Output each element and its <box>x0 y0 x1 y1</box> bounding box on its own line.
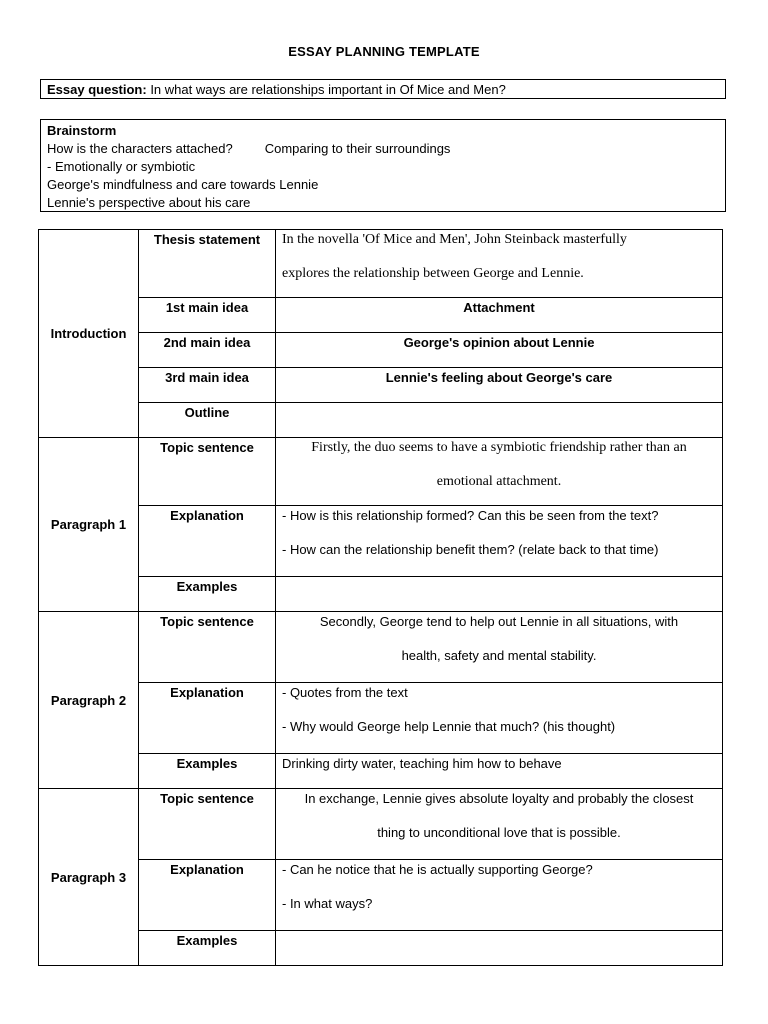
p3-expl-line-2: - In what ways? <box>282 896 373 911</box>
idea3-value <box>276 368 723 403</box>
p3-topic-label: Topic sentence <box>139 789 276 860</box>
thesis-line-1: In the novella 'Of Mice and Men', John Steinback masterfully <box>282 232 627 247</box>
brainstorm-line-4: Lennie's perspective about his care <box>47 195 251 210</box>
p1-examples-value <box>276 577 723 612</box>
p3-explanation-value <box>276 860 723 931</box>
p2-examples-label: Examples <box>139 754 276 789</box>
idea1-label: 1st main idea <box>139 298 276 333</box>
table-row <box>39 506 723 577</box>
page-title: ESSAY PLANNING TEMPLATE <box>288 44 480 59</box>
p1-expl-line-1: - How is this relationship formed? Can this be seen from the text? <box>282 508 659 523</box>
p1-topic-label: Topic sentence <box>139 438 276 506</box>
section-paragraph-2: Paragraph 2 <box>39 612 139 789</box>
idea2-label: 2nd main idea <box>139 333 276 368</box>
table-row <box>39 298 723 333</box>
table-row <box>39 612 723 683</box>
table-row <box>39 789 723 860</box>
idea3-text: Lennie's feeling about George's care <box>385 370 613 385</box>
brainstorm-line-2: - Emotionally or symbiotic <box>47 159 196 174</box>
p1-explanation-label: Explanation <box>139 506 276 577</box>
outline-label: Outline <box>139 403 276 438</box>
table-row <box>39 438 723 506</box>
brainstorm-line-1b: Comparing to their surroundings <box>264 141 451 156</box>
p2-explanation-value <box>276 683 723 754</box>
essay-question-text: In what ways are relationships important in Of Mice and Men? <box>146 82 506 97</box>
brainstorm-box <box>40 119 726 212</box>
essay-question-label: Essay question: <box>47 82 147 97</box>
idea3-label: 3rd main idea <box>139 368 276 403</box>
table-row <box>39 230 723 298</box>
brainstorm-line-3: George's mindfulness and care towards Lennie <box>47 177 319 192</box>
p3-examples-label: Examples <box>139 931 276 966</box>
table-row <box>39 683 723 754</box>
table-row <box>39 860 723 931</box>
brainstorm-line-1a: How is the characters attached? <box>47 141 233 156</box>
p1-topic-line-1: Firstly, the duo seems to have a symbiotic friendship rather than an <box>311 440 687 455</box>
idea2-text: George's opinion about Lennie <box>403 335 595 350</box>
p1-examples-label: Examples <box>139 577 276 612</box>
idea1-value <box>276 298 723 333</box>
p2-examples-value <box>276 754 723 789</box>
p1-topic-value <box>276 438 723 506</box>
p1-explanation-value <box>276 506 723 577</box>
p2-topic-line-2: health, safety and mental stability. <box>401 648 597 663</box>
p2-explanation-label: Explanation <box>139 683 276 754</box>
thesis-value <box>276 230 723 298</box>
p2-expl-line-1: - Quotes from the text <box>282 685 408 700</box>
p3-examples-value <box>276 931 723 966</box>
table-row <box>39 403 723 438</box>
p2-examples-text: Drinking dirty water, teaching him how to behave <box>282 756 562 771</box>
idea1-text: Attachment <box>463 300 535 315</box>
thesis-label: Thesis statement <box>139 230 276 298</box>
p1-topic-line-2: emotional attachment. <box>436 474 562 489</box>
table-row <box>39 368 723 403</box>
p2-topic-line-1: Secondly, George tend to help out Lennie in all situations, with <box>319 614 679 629</box>
thesis-line-2: explores the relationship between George and Lennie. <box>282 266 584 281</box>
p1-expl-line-2: - How can the relationship benefit them? (relate back to that time) <box>282 542 659 557</box>
idea2-value <box>276 333 723 368</box>
essay-plan-table <box>38 229 723 966</box>
p3-explanation-label: Explanation <box>139 860 276 931</box>
section-paragraph-3: Paragraph 3 <box>39 789 139 966</box>
p2-topic-label: Topic sentence <box>139 612 276 683</box>
table-row <box>39 754 723 789</box>
table-row <box>39 333 723 368</box>
section-paragraph-1: Paragraph 1 <box>39 438 139 612</box>
section-introduction: Introduction <box>39 230 139 438</box>
p3-topic-line-2: thing to unconditional love that is possible. <box>377 825 621 840</box>
outline-value <box>276 403 723 438</box>
brainstorm-line <box>47 140 719 158</box>
table-row <box>39 577 723 612</box>
p3-topic-value <box>276 789 723 860</box>
p2-topic-value <box>276 612 723 683</box>
brainstorm-heading: Brainstorm <box>47 123 117 138</box>
table-row <box>39 931 723 966</box>
p2-expl-line-2: - Why would George help Lennie that much? (his thought) <box>282 719 616 734</box>
essay-question-box <box>40 79 726 99</box>
p3-expl-line-1: - Can he notice that he is actually supporting George? <box>282 862 593 877</box>
p3-topic-line-1: In exchange, Lennie gives absolute loyalty and probably the closest <box>304 791 694 806</box>
